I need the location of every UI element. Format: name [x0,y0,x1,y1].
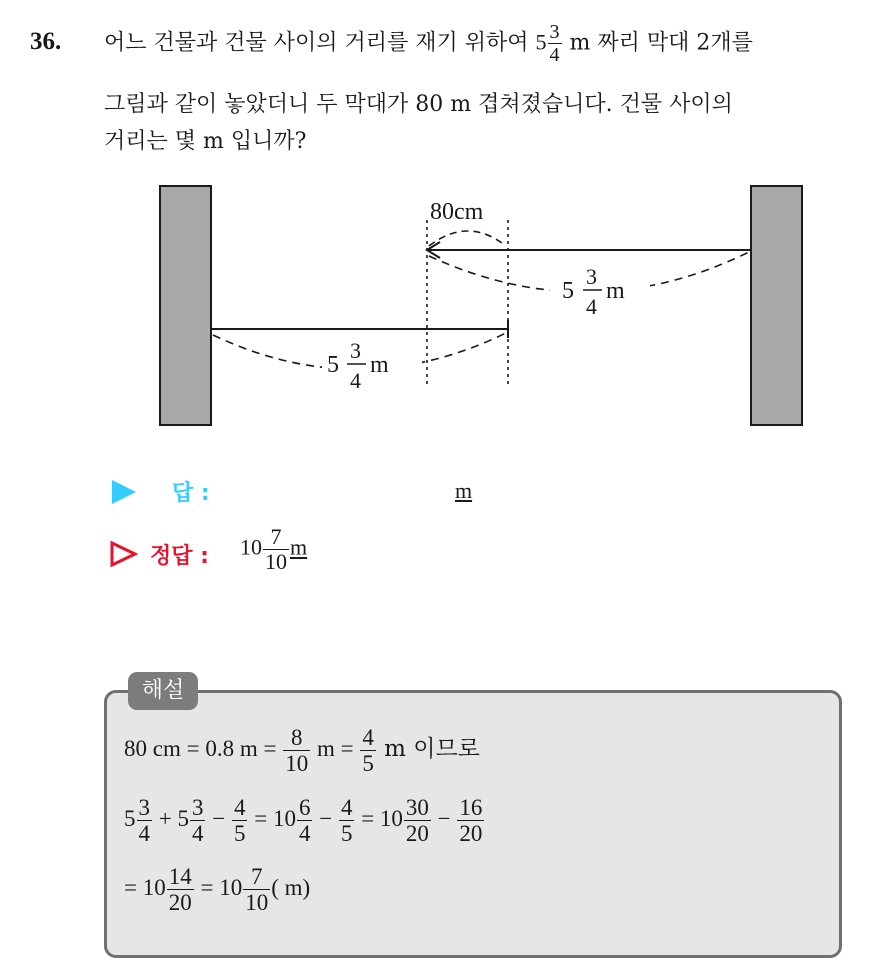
fraction-denominator: 20 [459,821,483,846]
question-text-1b: m 짜리 막대 2개를 [562,30,753,56]
unit: ( m) [271,874,311,900]
whole-number: 10 [142,874,166,900]
left-building [160,186,211,425]
fraction-numerator: 3 [549,21,560,43]
operator: − [206,805,231,831]
rod-figure [150,180,820,440]
operator: − [313,805,338,831]
correct-unit: m [290,534,308,560]
left-label-num: 3 [350,338,361,363]
correct-play-icon [110,541,138,567]
fraction-numerator: 8 [283,726,310,751]
solution-fraction [360,726,376,775]
whole-number: 5 [177,805,189,831]
fraction-denominator: 4 [298,821,311,846]
answer-play-icon [112,480,138,504]
fraction-denominator: 5 [362,751,374,776]
fraction-denominator: 5 [233,821,246,846]
solution-fraction [243,865,270,914]
solution-fraction [167,865,194,914]
solution-text: m 이므로 [376,735,480,762]
mixed-whole: 5 [535,29,547,55]
fraction-denominator: 4 [549,44,560,66]
fraction-numerator: 3 [138,795,150,820]
operator: = [355,805,380,831]
fraction-numerator: 7 [243,865,270,890]
right-label-den: 4 [586,294,597,319]
solution-line-3 [124,865,310,914]
solution-fraction [457,796,484,845]
overlap-brace [429,231,506,246]
fraction-denominator: 10 [285,751,309,776]
operator: = [124,874,143,900]
solution-line-1 [124,726,480,775]
fraction-numerator: 30 [405,795,429,820]
right-label-whole: 5 [562,278,574,304]
fraction-numerator: 3 [191,795,204,820]
correct-value [240,526,307,573]
solution-tag: 해설 [128,672,198,710]
left-label-unit: m [370,352,389,378]
question-line-1 [104,22,753,65]
correct-numerator: 7 [263,526,289,550]
answer-label: 답 : [172,481,210,506]
question-line-2: 그림과 같이 놓았더니 두 막대가 80 m 겹쳐졌습니다. 건물 사이의 [104,92,733,117]
answer-unit: m [455,478,473,503]
mixed-fraction [548,22,562,65]
operator: = [248,805,273,831]
solution-fraction [404,796,431,845]
correct-whole: 10 [240,534,262,560]
fraction-numerator: 16 [459,795,483,820]
fraction-denominator: 4 [191,821,204,846]
left-label-den: 4 [350,368,361,393]
correct-label: 정답 : [150,544,209,569]
solution-fraction [232,796,248,845]
whole-number: 10 [272,805,296,831]
right-building [751,186,802,425]
left-label-whole: 5 [327,352,339,378]
right-label-num: 3 [586,264,597,289]
correct-denominator: 10 [265,549,287,574]
whole-number: 5 [124,805,136,831]
whole-number: 10 [219,874,243,900]
question-number: 36. [30,28,62,55]
fraction-numerator: 4 [233,795,246,820]
fraction-denominator: 20 [168,890,192,915]
solution-fraction [137,796,153,845]
right-label-unit: m [606,278,625,304]
fraction-numerator: 4 [340,795,353,820]
fraction-denominator: 5 [340,821,353,846]
solution-fraction [297,796,313,845]
fraction-denominator: 20 [405,821,429,846]
fraction-numerator: 4 [362,725,374,750]
fraction-numerator: 14 [168,864,192,889]
whole-number: 10 [379,805,403,831]
fraction-denominator: 4 [138,821,150,846]
question-line-3: 거리는 몇 m 입니까? [104,129,307,154]
solution-fraction [339,796,355,845]
solution-fraction [283,726,310,775]
correct-fraction [263,526,289,573]
fraction-numerator: 6 [298,795,311,820]
solution-fraction [190,796,206,845]
operator: = [194,874,220,900]
operator: − [431,805,457,831]
operator: + [153,805,178,831]
question-text-1a: 어느 건물과 건물 사이의 거리를 재기 위하여 [104,30,536,56]
solution-text: 80 cm = 0.8 m = [124,735,283,761]
fraction-denominator: 10 [245,890,269,915]
solution-line-2 [124,796,485,845]
solution-text: m = [311,735,360,761]
overlap-label: 80cm [430,199,484,225]
